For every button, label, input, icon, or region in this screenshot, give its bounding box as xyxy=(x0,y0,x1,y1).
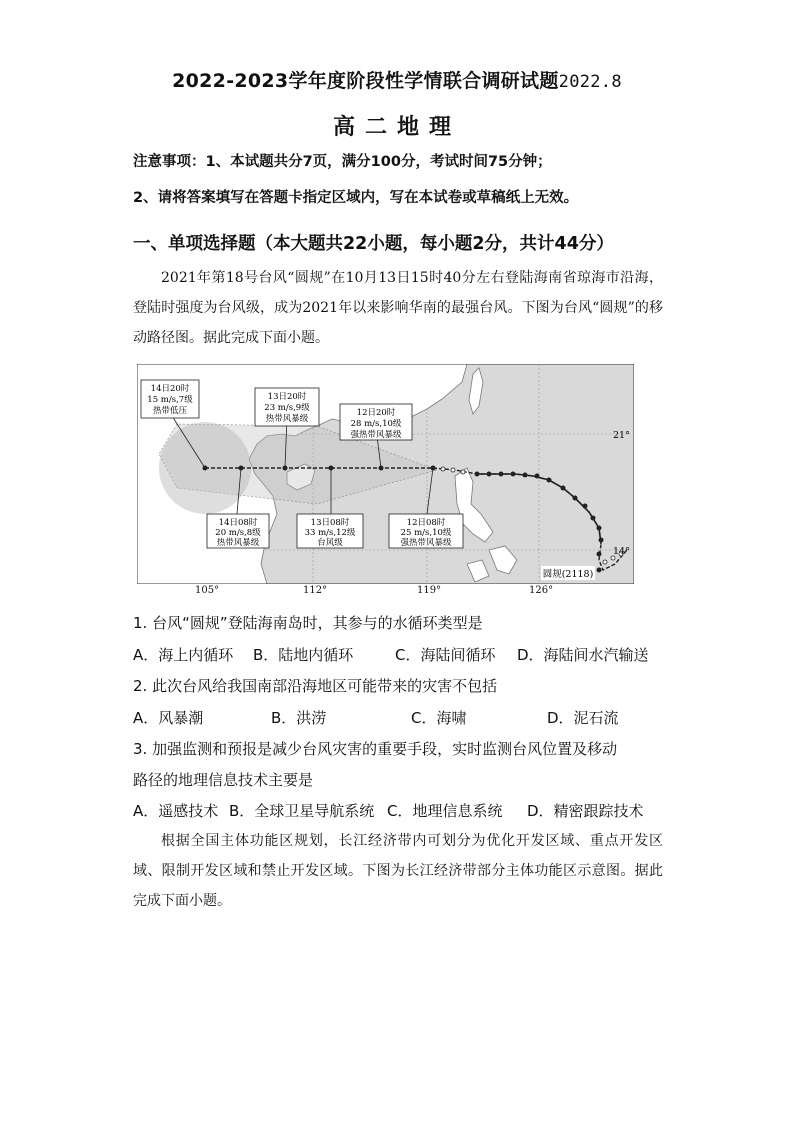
callout-3-line-1: 12日20时 xyxy=(356,408,396,418)
lon-label-105: 105° xyxy=(195,585,220,596)
callout-3-line-2: 28 m/s,10级 xyxy=(350,419,402,429)
question-3-stem-line-1: 3. 加强监测和预报是减少台风灾害的重要手段，实时监测台风位置及移动 xyxy=(133,740,618,758)
q2-option-d[interactable]: D．泥石流 xyxy=(547,709,619,727)
callout-1-line-2: 15 m/s,7级 xyxy=(147,395,193,405)
lat-label-21: 21° xyxy=(613,430,630,441)
lat-label-14: 14° xyxy=(613,546,630,557)
callout-5-line-2: 33 m/s,12级 xyxy=(304,528,356,538)
callout-1-line-1: 14日20时 xyxy=(150,384,190,394)
callout-2-line-2: 23 m/s,9级 xyxy=(264,403,310,413)
question-2-options xyxy=(133,707,673,729)
q3-option-a[interactable]: A．遥感技术 xyxy=(133,802,219,820)
passage-yangtze: 根据全国主体功能区规划，长江经济带内可划分为优化开发区域、重点开发区域、限制开发区域和禁止开发区域。下图为长江经济带部分主体功能区示意图。据此完成下面小题。 xyxy=(133,833,663,909)
question-1-stem: 1. 台风“圆规”登陆海南岛时，其参与的水循环类型是 xyxy=(133,614,483,632)
question-1-options xyxy=(133,644,673,666)
q2-option-c[interactable]: C．海啸 xyxy=(411,709,467,727)
q1-option-d[interactable]: D．海陆间水汽输送 xyxy=(517,646,649,664)
q1-option-b[interactable]: B．陆地内循环 xyxy=(253,646,354,664)
callout-6-line-2: 25 m/s,10级 xyxy=(400,528,452,538)
section-heading: 一、单项选择题（本大题共22小题，每小题2分，共计44分） xyxy=(133,234,614,254)
callout-1 xyxy=(141,380,199,418)
storm-label: 圆规(2118) xyxy=(542,569,594,580)
typhoon-track-map xyxy=(137,364,634,584)
q1-option-a[interactable]: A．海上内循环 xyxy=(133,646,234,664)
callout-3 xyxy=(340,404,412,440)
callout-2 xyxy=(255,388,319,426)
q3-option-c[interactable]: C．地理信息系统 xyxy=(387,802,503,820)
callout-4-line-3: 热带风暴级 xyxy=(216,538,260,548)
lon-axis xyxy=(0,585,794,599)
q1-option-c[interactable]: C．海陆间循环 xyxy=(395,646,496,664)
callout-5-line-3: 台风级 xyxy=(317,538,343,548)
subject-title: 高二地理 xyxy=(332,115,461,140)
q3-option-d[interactable]: D．精密跟踪技术 xyxy=(527,802,644,820)
callout-2-line-3: 热带风暴级 xyxy=(265,414,309,424)
callout-2-line-1: 13日20时 xyxy=(267,392,307,402)
callout-3-line-3: 强热带风暴级 xyxy=(350,430,402,440)
question-3-stem-line-2: 路径的地理信息技术主要是 xyxy=(133,771,314,789)
callout-4-line-2: 20 m/s,8级 xyxy=(215,528,261,538)
callout-5-line-1: 13日08时 xyxy=(310,518,350,528)
lon-label-126: 126° xyxy=(529,585,554,596)
exam-date: 2022.8 xyxy=(558,72,622,92)
callout-1-line-3: 热带低压 xyxy=(152,406,188,416)
question-2-stem: 2. 此次台风给我国南部沿海地区可能带来的灾害不包括 xyxy=(133,677,498,695)
exam-title-text: 2022-2023学年度阶段性学情联合调研试题 xyxy=(172,70,559,92)
note-line-2: 2、请将答案填写在答题卡指定区域内，写在本试卷或草稿纸上无效。 xyxy=(133,190,579,206)
callout-5 xyxy=(297,514,363,548)
q3-option-b[interactable]: B．全球卫星导航系统 xyxy=(229,802,375,820)
lon-label-119: 119° xyxy=(417,585,442,596)
q2-option-b[interactable]: B．洪涝 xyxy=(271,709,327,727)
q2-option-a[interactable]: A．风暴潮 xyxy=(133,709,204,727)
note-line-1: 注意事项：1、本试题共分7页，满分100分，考试时间75分钟； xyxy=(133,154,552,170)
question-3-options xyxy=(133,800,673,822)
callout-6 xyxy=(389,514,463,548)
callout-6-line-1: 12日08时 xyxy=(406,518,446,528)
callout-4-line-1: 14日08时 xyxy=(218,518,258,528)
exam-title xyxy=(0,66,794,93)
callout-4 xyxy=(207,514,269,548)
passage-typhoon: 2021年第18号台风“圆规”在10月13日15时40分左右登陆海南省琼海市沿海，登陆时强度为台风级，成为2021年以来影响华南的最强台风。下图为台风“圆规”的移动路径图。据此完成下面小题。 xyxy=(133,270,663,346)
lon-label-112: 112° xyxy=(303,585,328,596)
callout-6-line-3: 强热带风暴级 xyxy=(400,538,452,548)
